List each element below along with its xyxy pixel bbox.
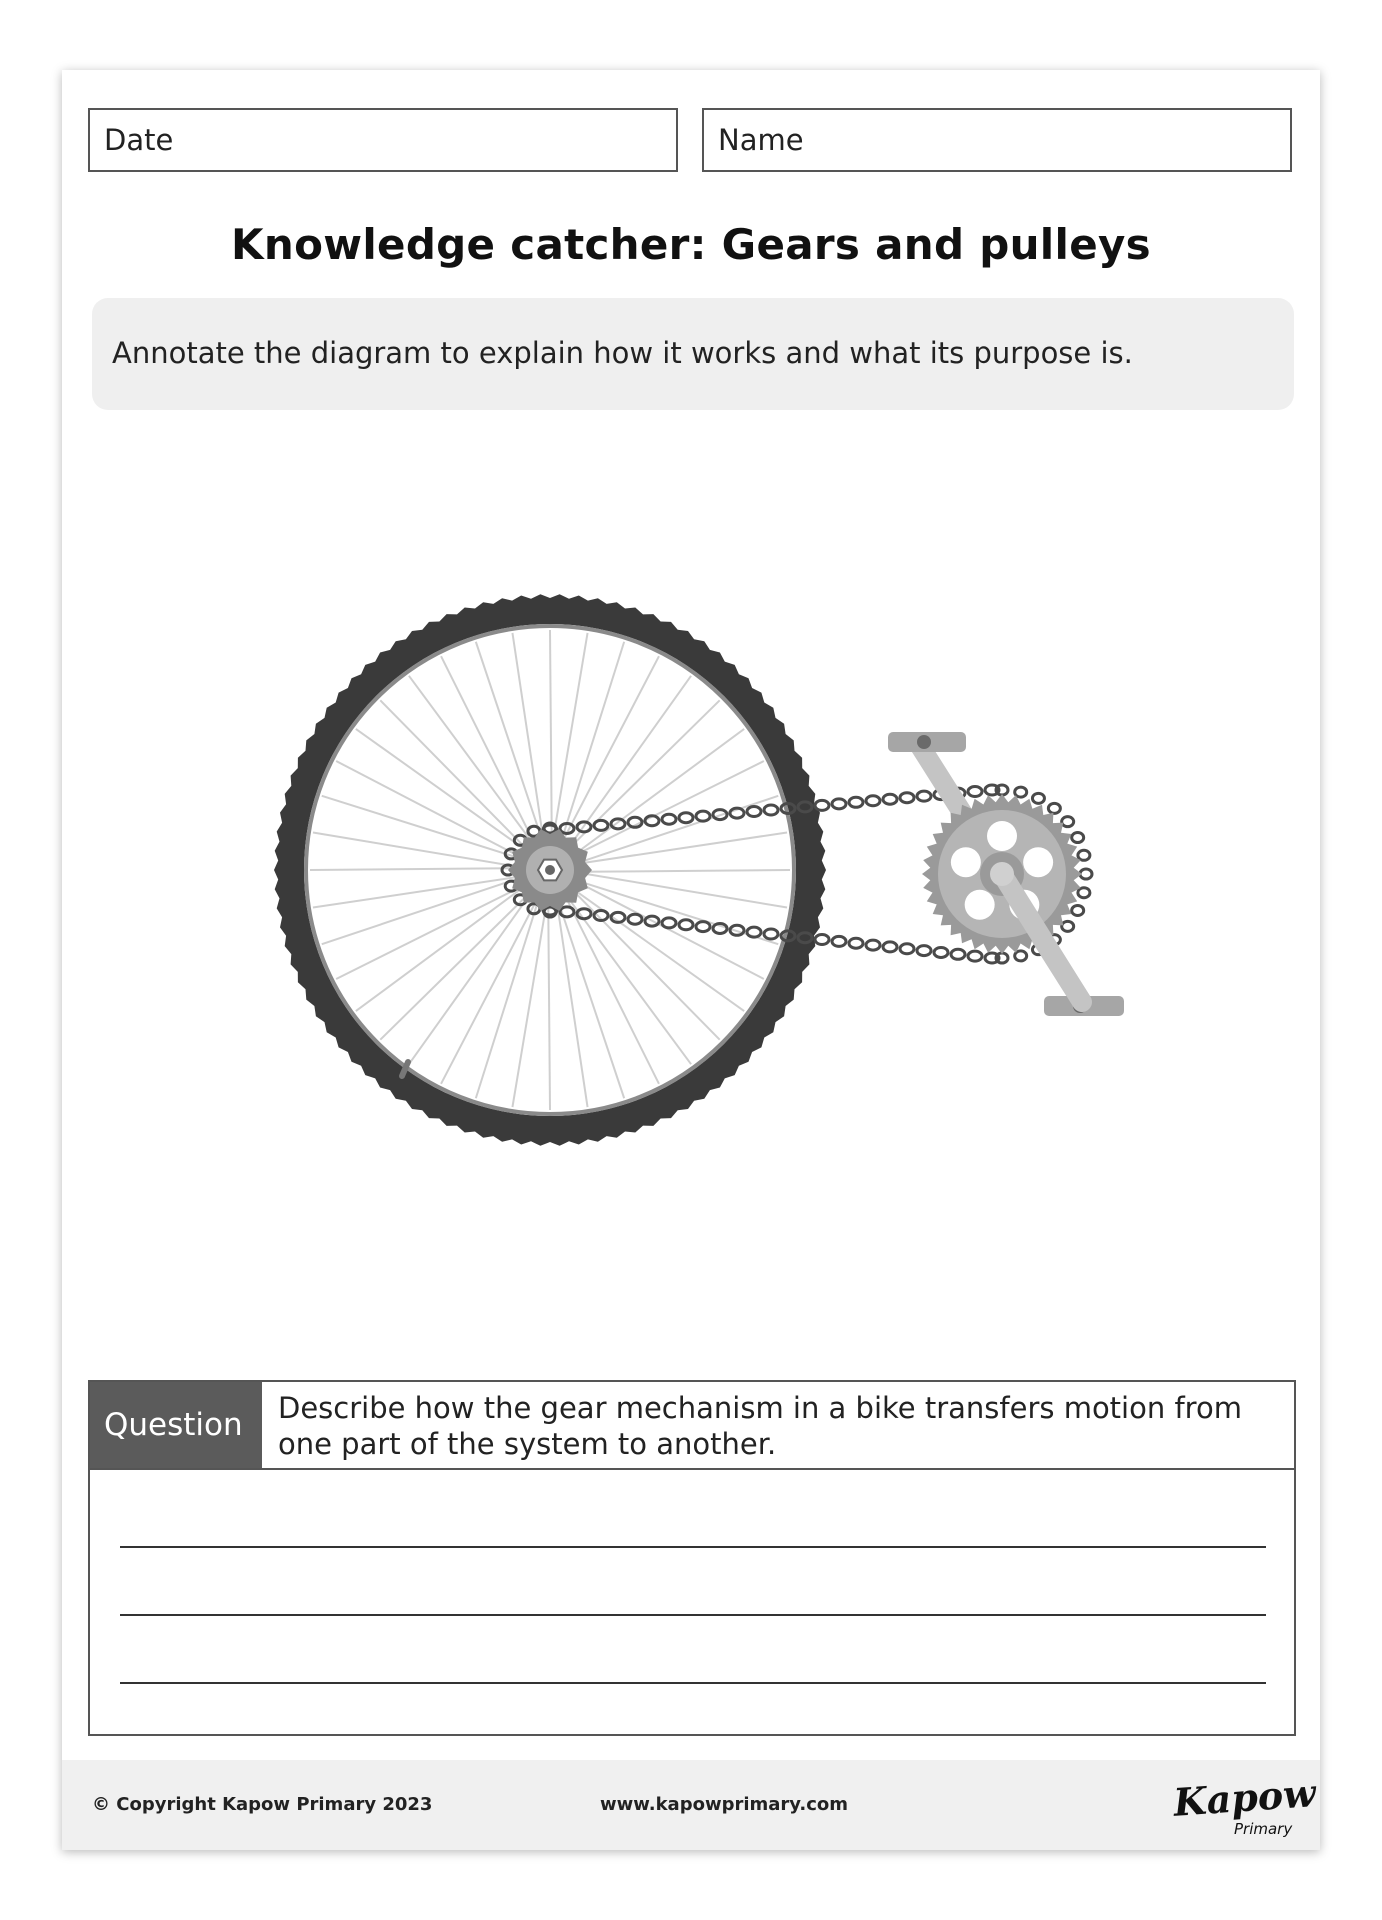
question-box (88, 1380, 1296, 1736)
chain-link (968, 951, 982, 961)
chain-link (900, 793, 914, 803)
chain-link (1062, 921, 1074, 931)
axle (545, 865, 555, 875)
chain-link (832, 936, 846, 946)
question-label: Question (90, 1382, 262, 1468)
chain-link (951, 949, 965, 959)
answer-line[interactable] (120, 1614, 1266, 1616)
question-divider (90, 1468, 1294, 1470)
chain-link (1015, 951, 1027, 961)
chain-link (900, 944, 914, 954)
kapow-logo (1170, 1770, 1318, 1842)
svg-text:Kapow: Kapow (1172, 1770, 1318, 1825)
chain-link (866, 940, 880, 950)
page-title: Knowledge catcher: Gears and pulleys (231, 220, 1151, 269)
name-label: Name (718, 123, 804, 157)
bike-gear-diagram (62, 70, 1320, 1370)
chain-link (917, 791, 931, 801)
instruction-text: Annotate the diagram to explain how it works and what its purpose is. (112, 336, 1133, 370)
chain-link (832, 799, 846, 809)
front-chainring (922, 794, 1082, 1002)
worksheet-page (62, 70, 1320, 1850)
question-text: Describe how the gear mechanism in a bike transfers motion from one part of the system to another. (278, 1391, 1242, 1461)
website-link[interactable]: www.kapowprimary.com (600, 1794, 848, 1815)
chain-link (1032, 793, 1044, 803)
chain-link (815, 800, 829, 810)
svg-text:Primary: Primary (1234, 1820, 1293, 1838)
chainring-cutout (1023, 847, 1053, 877)
answer-line[interactable] (120, 1682, 1266, 1684)
chainring-cutout (965, 890, 995, 920)
chain-link (849, 797, 863, 807)
chain-link (1078, 850, 1090, 860)
chain-link (1078, 888, 1090, 898)
chain-link (1072, 833, 1084, 843)
chain-link (849, 938, 863, 948)
chain-link (1062, 817, 1074, 827)
chain-link (1048, 803, 1060, 813)
chainring-cutout (987, 821, 1017, 851)
chain-link (934, 947, 948, 957)
date-label: Date (104, 123, 174, 157)
answer-line[interactable] (120, 1546, 1266, 1548)
chain-link (917, 946, 931, 956)
chain-link (815, 935, 829, 945)
pedal-top-bolt (917, 735, 931, 749)
chain-link (866, 796, 880, 806)
chain-link (883, 942, 897, 952)
chain-link (1015, 787, 1027, 797)
footer (62, 1760, 1320, 1850)
chainring-cutout (951, 847, 981, 877)
copyright-text: © Copyright Kapow Primary 2023 (92, 1794, 433, 1815)
chain-link (968, 787, 982, 797)
chain-link (1072, 905, 1084, 915)
crank-bolt (990, 862, 1014, 886)
chain-link (883, 794, 897, 804)
